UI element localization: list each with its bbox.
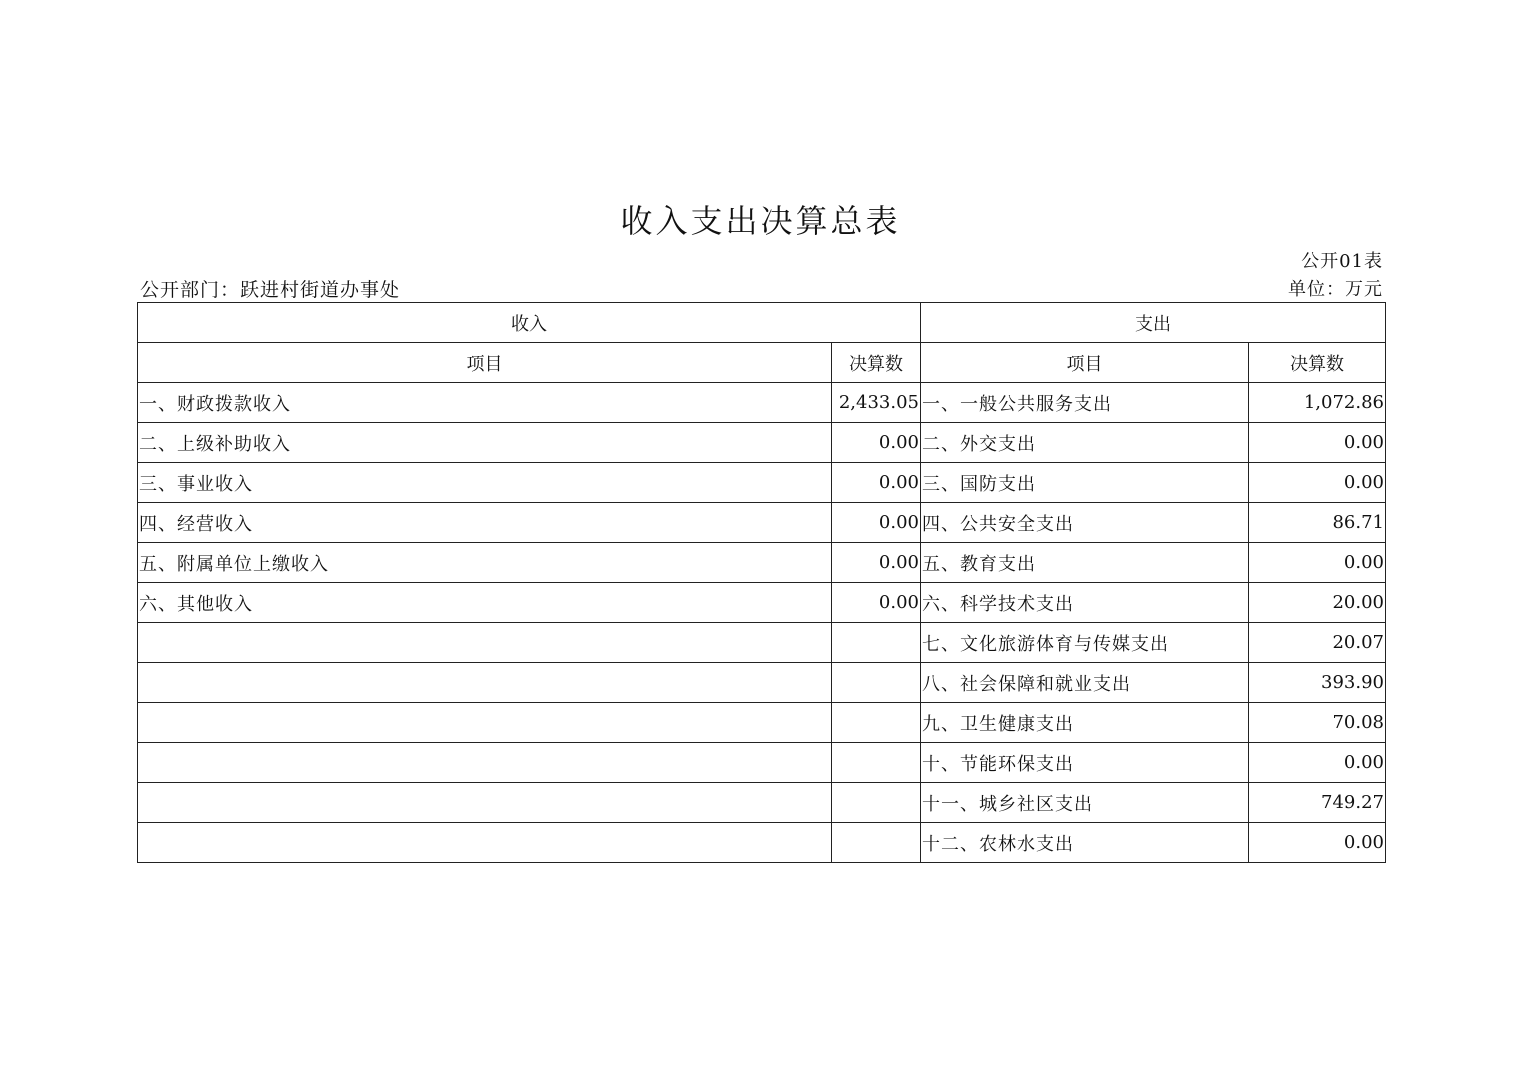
income-item-cell: 一、财政拨款收入 <box>138 383 832 423</box>
expense-amount-cell: 0.00 <box>1249 463 1386 503</box>
income-amount-cell <box>832 623 921 663</box>
expense-item-header: 项目 <box>921 343 1249 383</box>
income-item-cell <box>138 703 832 743</box>
expense-item-cell: 六、科学技术支出 <box>921 583 1249 623</box>
income-amount-cell <box>832 743 921 783</box>
unit-label: 单位：万元 <box>1288 279 1383 300</box>
income-item-cell: 四、经营收入 <box>138 503 832 543</box>
expense-amount-cell: 86.71 <box>1249 503 1386 543</box>
income-item-cell <box>138 663 832 703</box>
expense-amount-cell: 749.27 <box>1249 783 1386 823</box>
expense-header: 支出 <box>921 303 1386 343</box>
expense-amount-cell: 20.07 <box>1249 623 1386 663</box>
income-amount-cell: 0.00 <box>832 463 921 503</box>
income-item-cell: 六、其他收入 <box>138 583 832 623</box>
table-row <box>138 823 1386 863</box>
expense-amount-cell: 1,072.86 <box>1249 383 1386 423</box>
table-row <box>138 703 1386 743</box>
column-header-row <box>138 343 1386 383</box>
table-row <box>138 503 1386 543</box>
expense-item-cell: 二、外交支出 <box>921 423 1249 463</box>
income-item-cell <box>138 623 832 663</box>
income-amount-header: 决算数 <box>832 343 921 383</box>
expense-amount-cell: 20.00 <box>1249 583 1386 623</box>
expense-item-cell: 三、国防支出 <box>921 463 1249 503</box>
expense-item-cell: 十、节能环保支出 <box>921 743 1249 783</box>
income-amount-cell: 2,433.05 <box>832 383 921 423</box>
income-amount-cell <box>832 823 921 863</box>
table-row <box>138 743 1386 783</box>
expense-item-cell: 七、文化旅游体育与传媒支出 <box>921 623 1249 663</box>
expense-item-cell: 一、一般公共服务支出 <box>921 383 1249 423</box>
expense-item-cell: 八、社会保障和就业支出 <box>921 663 1249 703</box>
group-header-row <box>138 303 1386 343</box>
expense-item-cell: 九、卫生健康支出 <box>921 703 1249 743</box>
expense-amount-cell: 0.00 <box>1249 423 1386 463</box>
budget-table <box>137 302 1386 863</box>
income-item-cell: 三、事业收入 <box>138 463 832 503</box>
income-item-cell <box>138 743 832 783</box>
income-item-header: 项目 <box>138 343 832 383</box>
page-title: 收入支出决算总表 <box>620 202 901 240</box>
expense-item-cell: 十一、城乡社区支出 <box>921 783 1249 823</box>
income-amount-cell <box>832 703 921 743</box>
income-amount-cell <box>832 663 921 703</box>
income-amount-cell: 0.00 <box>832 423 921 463</box>
table-row <box>138 383 1386 423</box>
income-item-cell: 五、附属单位上缴收入 <box>138 543 832 583</box>
expense-item-cell: 五、教育支出 <box>921 543 1249 583</box>
table-row <box>138 583 1386 623</box>
income-amount-cell: 0.00 <box>832 503 921 543</box>
expense-amount-cell: 0.00 <box>1249 823 1386 863</box>
income-amount-cell: 0.00 <box>832 543 921 583</box>
expense-amount-header: 决算数 <box>1249 343 1386 383</box>
income-item-cell <box>138 823 832 863</box>
income-header: 收入 <box>138 303 921 343</box>
table-row <box>138 663 1386 703</box>
table-row <box>138 463 1386 503</box>
income-amount-cell: 0.00 <box>832 583 921 623</box>
table-row <box>138 543 1386 583</box>
table-row <box>138 423 1386 463</box>
income-item-cell <box>138 783 832 823</box>
income-item-cell: 二、上级补助收入 <box>138 423 832 463</box>
table-row <box>138 783 1386 823</box>
expense-amount-cell: 393.90 <box>1249 663 1386 703</box>
expense-item-cell: 四、公共安全支出 <box>921 503 1249 543</box>
department-label: 公开部门：跃进村街道办事处 <box>140 279 401 301</box>
expense-amount-cell: 0.00 <box>1249 543 1386 583</box>
expense-item-cell: 十二、农林水支出 <box>921 823 1249 863</box>
table-row <box>138 623 1386 663</box>
form-number: 公开01表 <box>1301 251 1383 272</box>
income-amount-cell <box>832 783 921 823</box>
expense-amount-cell: 70.08 <box>1249 703 1386 743</box>
expense-amount-cell: 0.00 <box>1249 743 1386 783</box>
